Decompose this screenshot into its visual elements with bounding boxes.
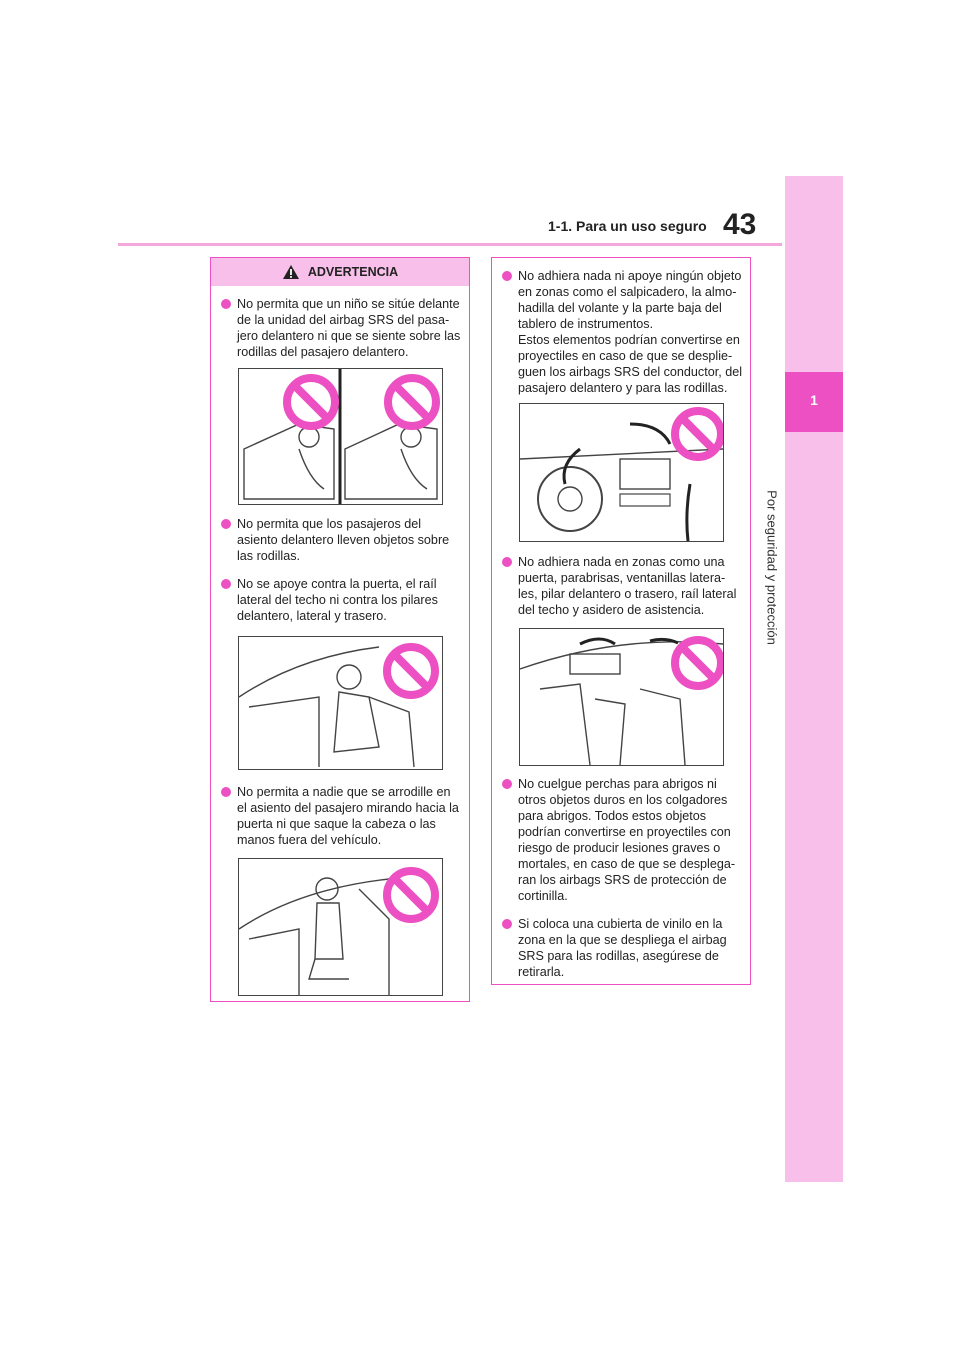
bullet-dot-icon <box>221 299 231 309</box>
bullet-text: No permita que un niño se sitúe delante de la unidad del airbag SRS del pasa- jero delantero ni que se siente sobre las rodillas del pasajero delantero. <box>237 297 461 359</box>
bullet-item <box>221 576 463 624</box>
car-interior-illustration <box>239 859 442 995</box>
bullet-dot-icon <box>502 779 512 789</box>
bullet-dot-icon <box>502 919 512 929</box>
dashboard-illustration <box>520 404 723 541</box>
bullet-dot-icon <box>502 271 512 281</box>
warning-box-right <box>491 257 751 985</box>
chapter-index-box <box>785 372 843 432</box>
illustration-cabin <box>519 628 724 766</box>
warning-header <box>211 258 469 286</box>
prohibition-icon <box>388 378 436 426</box>
bullet-item <box>221 516 463 564</box>
illustration-leaning-passenger <box>238 636 443 770</box>
bullet-dot-icon <box>502 557 512 567</box>
page-number: 43 <box>723 208 757 241</box>
bullet-dot-icon <box>221 519 231 529</box>
prohibition-icon <box>387 871 435 919</box>
bullet-item <box>502 554 744 618</box>
car-interior-illustration <box>239 369 442 504</box>
bullet-item <box>502 776 744 904</box>
side-tab <box>785 176 843 1182</box>
section-title: 1-1. Para un uso seguro <box>548 218 707 234</box>
prohibition-icon <box>675 640 721 686</box>
illustration-kneeling-passenger <box>238 858 443 996</box>
chapter-title: Por seguridad y protección <box>764 490 780 645</box>
cabin-illustration <box>520 629 723 765</box>
bullet-text: No adhiera nada ni apoye ningún objeto en zonas como el salpicadero, la almo- hadilla del volante y la parte baja del tablero de instrumentos. Estos elementos podrían convertirse en proyectiles en caso de que se desplie- guen los airbags SRS del conductor, del pasajero delantero y para las rodillas. <box>518 269 743 395</box>
bullet-item <box>502 268 744 396</box>
bullet-item <box>502 916 744 980</box>
prohibition-icon <box>287 378 335 426</box>
bullet-text: No adhiera nada en zonas como una puerta, parabrisas, ventanillas latera- les, pilar delantero o trasero, raíl lateral del techo y asidero de asistencia. <box>518 555 737 617</box>
illustration-dashboard <box>519 403 724 542</box>
bullet-dot-icon <box>221 579 231 589</box>
chapter-number: 1 <box>810 392 818 408</box>
warning-triangle-icon <box>282 264 300 280</box>
warning-box-left <box>210 257 470 1002</box>
bullet-item <box>221 784 463 848</box>
prohibition-icon <box>387 647 435 695</box>
bullet-text: No permita a nadie que se arrodille en el asiento del pasajero mirando hacia la puerta ni que saque la cabeza o las manos fuera del vehículo. <box>237 785 459 847</box>
bullet-text: No se apoye contra la puerta, el raíl lateral del techo ni contra los pilares delantero, lateral y trasero. <box>237 577 438 623</box>
bullet-dot-icon <box>221 787 231 797</box>
car-interior-illustration <box>239 637 442 769</box>
bullet-text: Si coloca una cubierta de vinilo en la zona en la que se despliega el airbag SRS para las rodillas, asegúrese de retirarla. <box>518 917 727 979</box>
header-rule <box>118 243 782 246</box>
bullet-text: No permita que los pasajeros del asiento delantero lleven objetos sobre las rodillas. <box>237 517 450 563</box>
bullet-item <box>221 296 463 360</box>
illustration-child-passenger <box>238 368 443 505</box>
bullet-text: No cuelgue perchas para abrigos ni otros objetos duros en los colgadores para abrigos. Todos estos objetos podrían convertirse en proyectiles con riesgo de producir lesiones graves o mortales, en caso de que se desplega- ran los airbags SRS de protección de cortinilla. <box>518 777 736 903</box>
warning-title: ADVERTENCIA <box>307 265 399 279</box>
